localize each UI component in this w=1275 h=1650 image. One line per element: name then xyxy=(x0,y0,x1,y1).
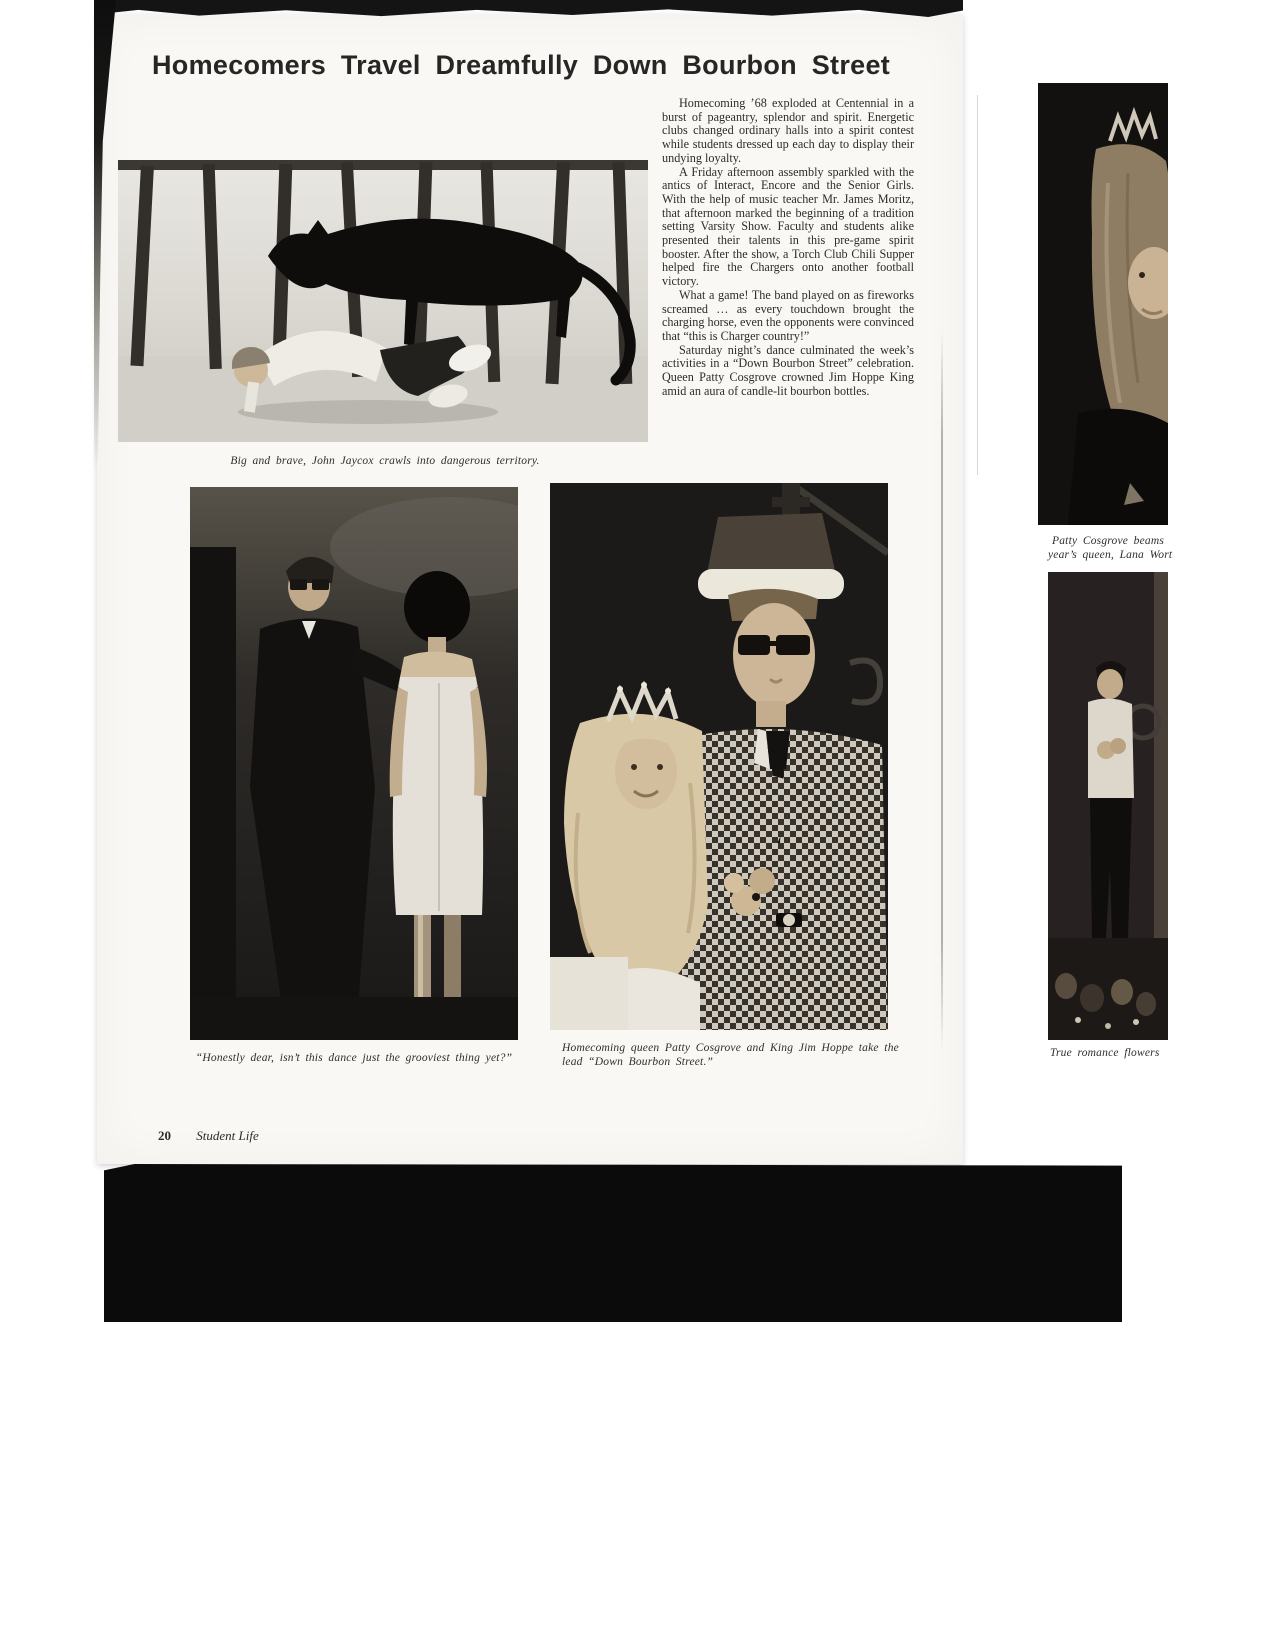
caption-dance: “Honestly dear, isn’t this dance just the grooviest thing yet?” xyxy=(195,1052,513,1064)
page-title: Homecomers Travel Dreamfully Down Bourbon Street xyxy=(152,50,891,80)
photo-cage-scene xyxy=(118,160,648,442)
royalty-photo-illustration xyxy=(550,483,888,1030)
photo-stage-romance xyxy=(1048,572,1168,1040)
caption-queen-line2: year’s queen, Lana Wort xyxy=(1048,549,1173,561)
article-paragraph: A Friday afternoon assembly sparkled with the antics of Interact, Encore and the Senior Girls. With the help of music teacher Mr. James Moritz, that afternoon marked the beginning of a tradition setting Varsity Show. Faculty and students alike presented their talents in this pre-game spirit booster. After the show, a Torch Club Chili Supper helped fire the Chargers onto another football victory. xyxy=(662,164,914,289)
page-number: 20 xyxy=(158,1128,171,1143)
dance-photo-illustration xyxy=(190,487,518,1040)
caption-queen-line1: Patty Cosgrove beams xyxy=(1052,535,1165,547)
page-gutter-line xyxy=(977,95,978,475)
caption-queen-closeup xyxy=(1048,534,1176,562)
page-crease-line xyxy=(941,330,943,1050)
stage-photo-illustration xyxy=(1048,572,1168,1040)
caption-stage-romance: True romance flowers xyxy=(1050,1047,1160,1059)
photo-dance-scene xyxy=(190,487,518,1040)
caption-royalty: Homecoming queen Patty Cosgrove and King Jim Hoppe take the lead “Down Bourbon Street.” xyxy=(562,1042,899,1068)
article-paragraph: Saturday night’s dance culminated the week’s activities in a “Down Bourbon Street” celebration. Queen Patty Cosgrove crowned Jim Hoppe King amid an aura of candle-lit bourbon bottles. xyxy=(662,342,914,398)
cage-photo-illustration xyxy=(118,160,648,442)
section-label: Student Life xyxy=(196,1128,259,1143)
article-paragraph: What a game! The band played on as fireworks screamed … as every touchdown brought the charging horse, even the opponents were convinced that “this is Charger country!” xyxy=(662,287,914,343)
caption-cage: Big and brave, John Jaycox crawls into dangerous territory. xyxy=(230,455,540,467)
article-paragraph: Homecoming ’68 exploded at Centennial in a burst of pageantry, splendor and spirit. Energetic clubs changed ordinary halls into a spirit contest while students dressed up each day to display their undying loyalty. xyxy=(662,96,914,165)
standing-boy-figure xyxy=(1088,661,1134,938)
article-text xyxy=(662,97,914,398)
photo-royalty-scene xyxy=(550,483,888,1030)
photo-queen-closeup xyxy=(1038,83,1168,525)
scan-artifact-bottom-band xyxy=(104,1164,1122,1322)
queen-closeup-illustration xyxy=(1038,83,1168,525)
page-footer xyxy=(158,1128,259,1144)
